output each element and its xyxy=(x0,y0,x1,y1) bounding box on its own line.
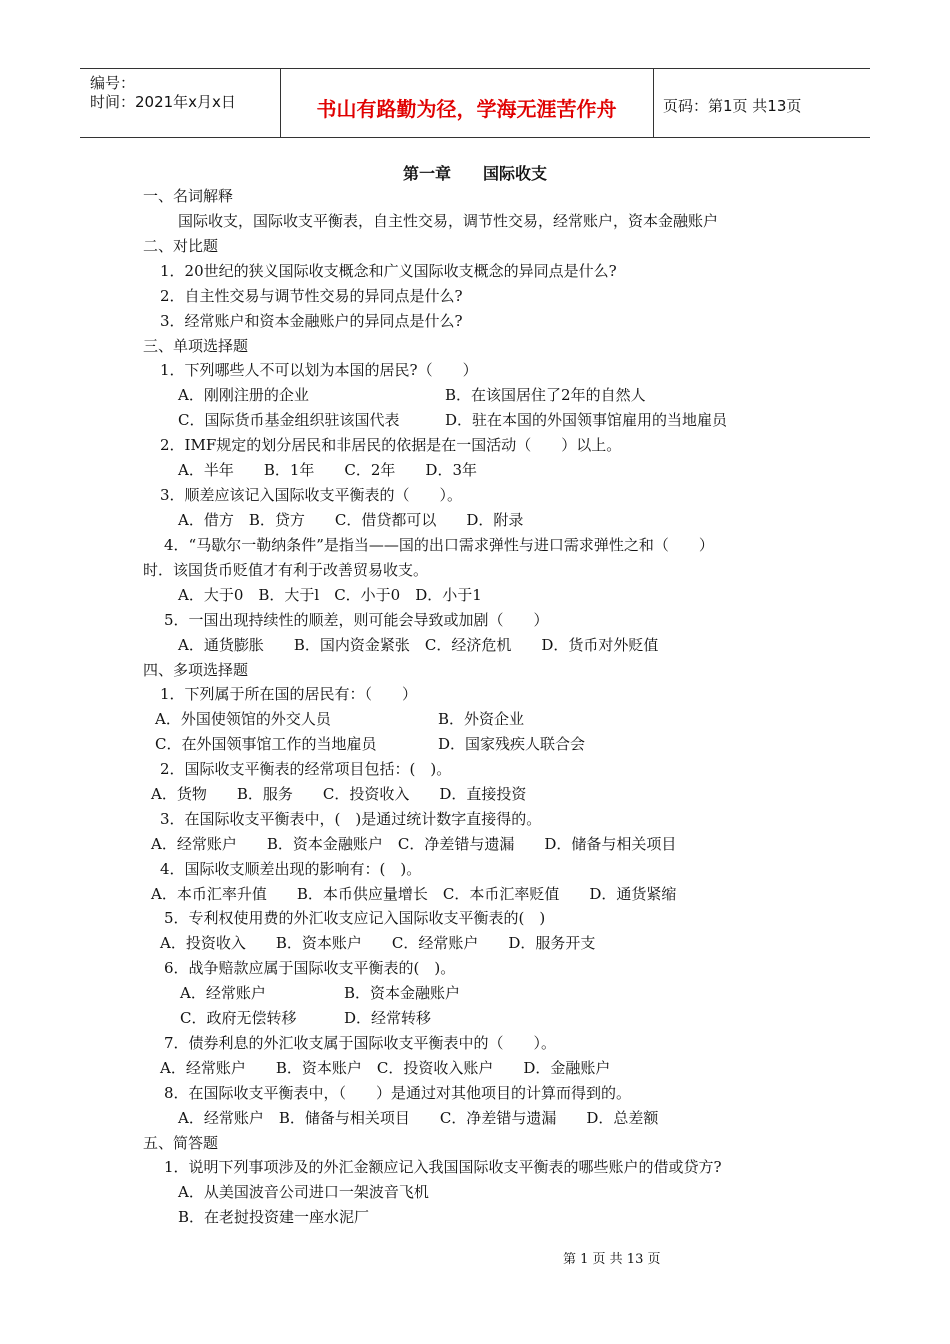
option-line: C．在外国领事馆工作的当地雇员 xyxy=(155,735,377,753)
option-line: A．借方 B．贷方 C．借贷都可以 D．附录 xyxy=(178,511,524,529)
question-line: 2．自主性交易与调节性交易的异同点是什么? xyxy=(160,287,463,305)
option-line: A．经常账户 B．资本账户 C．投资收入账户 D．金融账户 xyxy=(160,1059,611,1077)
question-line: 2．IMF规定的划分居民和非居民的依据是在一国活动（ ）以上。 xyxy=(160,436,622,454)
option-line: A．经常账户 B．储备与相关项目 C．净差错与遗漏 D．总差额 xyxy=(178,1109,659,1127)
question-line: 1．下列哪些人不可以划为本国的居民?（ ） xyxy=(160,361,478,379)
question-line: 1．说明下列事项涉及的外汇金额应记入我国国际收支平衡表的哪些账户的借或贷方? xyxy=(164,1158,722,1176)
section-heading: 一、名词解释 xyxy=(143,187,234,205)
option-line: C．国际货币基金组织驻该国代表 xyxy=(178,411,400,429)
question-line: 1．下列属于所在国的居民有：（ ） xyxy=(160,685,418,703)
option-line: A．经常账户 xyxy=(180,984,266,1002)
option-line: A．通货膨胀 B．国内资金紧张 C．经济危机 D．货币对外贬值 xyxy=(178,636,659,654)
option-line: D．国家残疾人联合会 xyxy=(438,735,586,753)
question-line: 5．一国出现持续性的顺差，则可能会导致或加剧（ ） xyxy=(164,611,549,629)
header-page-cell xyxy=(653,69,870,137)
section-heading: 五、简答题 xyxy=(143,1134,219,1152)
page-footer: 第 1 页 共 13 页 xyxy=(563,1252,661,1267)
option-line: A．刚刚注册的企业 xyxy=(178,386,309,404)
option-line: B．外资企业 xyxy=(438,710,525,728)
option-line: A．外国使领馆的外交人员 xyxy=(155,710,331,728)
question-line: 7．债券利息的外汇收支属于国际收支平衡表中的（ ）。 xyxy=(164,1034,557,1052)
header-motto-cell xyxy=(280,69,654,137)
option-line: A．投资收入 B．资本账户 C．经常账户 D．服务开支 xyxy=(160,934,596,952)
question-line: 3．顺差应该记入国际收支平衡表的（ ）。 xyxy=(160,486,463,504)
chapter-title: 第一章 国际收支 xyxy=(402,164,547,183)
option-line: A．从美国波音公司进口一架波音飞机 xyxy=(178,1183,429,1201)
section-heading: 四、多项选择题 xyxy=(143,661,249,679)
question-line: 3．在国际收支平衡表中，( )是通过统计数字直接得的。 xyxy=(160,810,542,828)
option-line: D．驻在本国的外国领事馆雇用的当地雇员 xyxy=(445,411,728,429)
option-line: A．货物 B．服务 C．投资收入 D．直接投资 xyxy=(151,785,527,803)
option-line: B．资本金融账户 xyxy=(344,984,461,1002)
text-line: 国际收支，国际收支平衡表，自主性交易，调节性交易，经常账户，资本金融账户 xyxy=(178,212,719,230)
page-info: 页码：第1页 共13页 xyxy=(663,97,802,115)
time-label: 时间：2021年x月x日 xyxy=(90,93,236,111)
option-line: B．在老挝投资建一座水泥厂 xyxy=(178,1208,370,1226)
question-line: 4．“马歇尔一勒纳条件”是指当——国的出口需求弹性与进口需求弹性之和（ ） xyxy=(164,536,714,554)
number-label: 编号： xyxy=(90,74,136,92)
section-heading: 三、单项选择题 xyxy=(143,337,249,355)
question-line: 3．经常账户和资本金融账户的异同点是什么? xyxy=(160,312,463,330)
page-header xyxy=(80,68,870,138)
question-line: 2．国际收支平衡表的经常项目包括：( )。 xyxy=(160,760,452,778)
section-heading: 二、对比题 xyxy=(143,237,219,255)
question-line: 4．国际收支顺差出现的影响有：( )。 xyxy=(160,860,422,878)
option-line: A．半年 B．1年 C．2年 D．3年 xyxy=(178,461,477,479)
header-meta xyxy=(80,69,281,137)
motto: 书山有路勤为径，学海无涯苦作舟 xyxy=(316,97,617,121)
option-line: C．政府无偿转移 xyxy=(180,1009,297,1027)
question-line: 5．专利权使用费的外汇收支应记入国际收支平衡表的( ) xyxy=(164,909,546,927)
option-line: D．经常转移 xyxy=(344,1009,432,1027)
option-line: A．本币汇率升值 B．本币供应量增长 C．本币汇率贬值 D．通货紧缩 xyxy=(151,885,677,903)
question-line: 1．20世纪的狭义国际收支概念和广义国际收支概念的异同点是什么? xyxy=(160,262,617,280)
option-line: A．经常账户 B．资本金融账户 C．净差错与遗漏 D．储备与相关项目 xyxy=(151,835,677,853)
question-line: 6．战争赔款应属于国际收支平衡表的( )。 xyxy=(164,959,456,977)
question-line: 8．在国际收支平衡表中，（ ）是通过对其他项目的计算而得到的。 xyxy=(164,1084,632,1102)
option-line: B．在该国居住了2年的自然人 xyxy=(445,386,646,404)
option-line: A．大于0 B．大于l C．小于0 D．小于1 xyxy=(178,586,482,604)
text-line: 时．该国货币贬值才有利于改善贸易收支。 xyxy=(143,561,429,579)
